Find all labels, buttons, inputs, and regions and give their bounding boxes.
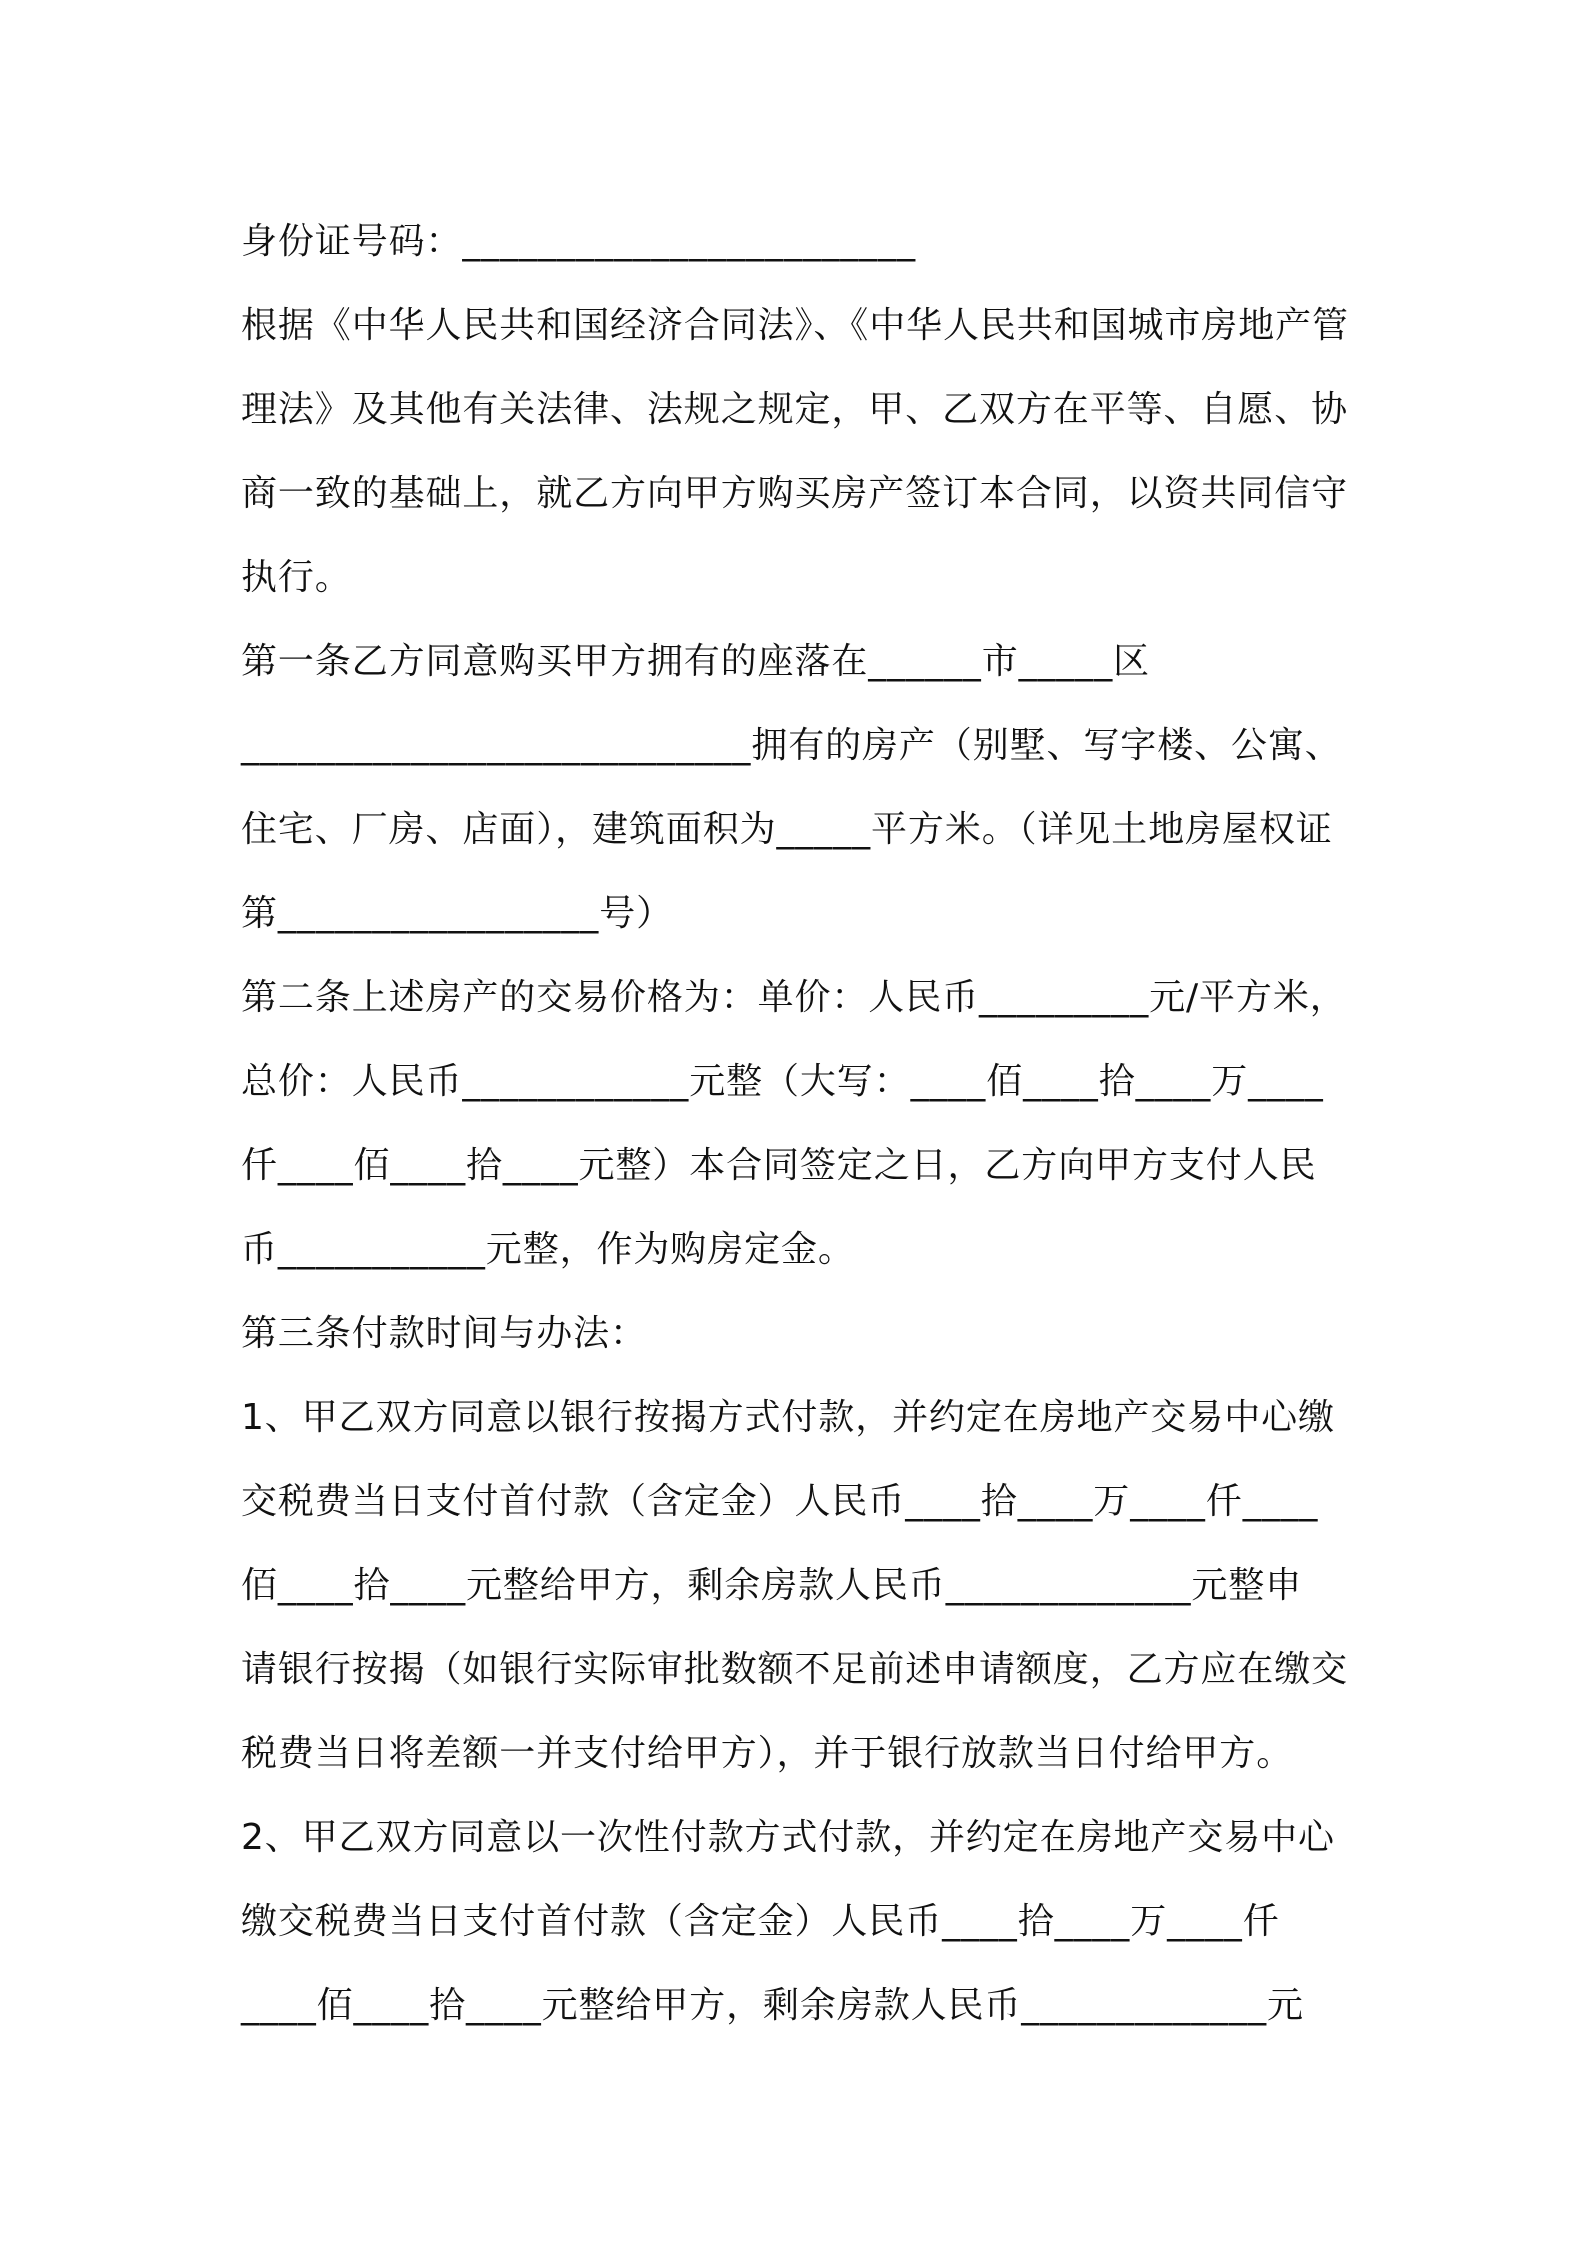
article-2-line: 币___________元整，作为购房定金。	[241, 1229, 855, 1270]
paragraph-line: 商一致的基础上，就乙方向甲方购买房产签订本合同，以资共同信守	[241, 473, 1349, 514]
article-1-line: 第一条乙方同意购买甲方拥有的座落在______市_____区	[241, 641, 1151, 682]
clause-1-line: 佰____拾____元整给甲方，剩余房款人民币_____________元整申	[241, 1565, 1303, 1606]
clause-1-line: 1、甲乙双方同意以银行按揭方式付款，并约定在房地产交易中心缴	[241, 1397, 1335, 1438]
article-2-line: 第二条上述房产的交易价格为：单价：人民币_________元/平方米，	[241, 977, 1347, 1018]
paragraph-line: 执行。	[241, 557, 352, 598]
clause-1-line: 税费当日将差额一并支付给甲方），并于银行放款当日付给甲方。	[241, 1733, 1294, 1774]
clause-2-line: ____佰____拾____元整给甲方，剩余房款人民币_____________元	[241, 1985, 1304, 2026]
article-1-line: ___________________________拥有的房产（别墅、写字楼、公寓、	[241, 725, 1342, 766]
clause-1-line: 交税费当日支付首付款（含定金）人民币____拾____万____仟____	[241, 1481, 1319, 1522]
article-3-heading: 第三条付款时间与办法：	[241, 1313, 647, 1354]
article-1-line: 第_________________号）	[241, 893, 673, 934]
clause-1-line: 请银行按揭（如银行实际审批数额不足前述申请额度，乙方应在缴交	[241, 1649, 1349, 1690]
article-2-line: 仟____佰____拾____元整）本合同签定之日，乙方向甲方支付人民	[241, 1145, 1317, 1186]
paragraph-line: 根据《中华人民共和国经济合同法》、《中华人民共和国城市房地产管	[241, 305, 1349, 346]
article-2-line: 总价：人民币____________元整（大写：____佰____拾____万____	[241, 1061, 1324, 1102]
article-1-line: 住宅、厂房、店面），建筑面积为_____平方米。（详见土地房屋权证	[241, 809, 1333, 850]
clause-2-line: 2、甲乙双方同意以一次性付款方式付款，并约定在房地产交易中心	[241, 1817, 1335, 1858]
clause-2-line: 缴交税费当日支付首付款（含定金）人民币____拾____万____仟	[241, 1901, 1280, 1942]
contract-body	[241, 200, 1361, 2048]
id-number-line: 身份证号码：________________________	[241, 221, 916, 262]
paragraph-line: 理法》及其他有关法律、法规之规定，甲、乙双方在平等、自愿、协	[241, 389, 1349, 430]
